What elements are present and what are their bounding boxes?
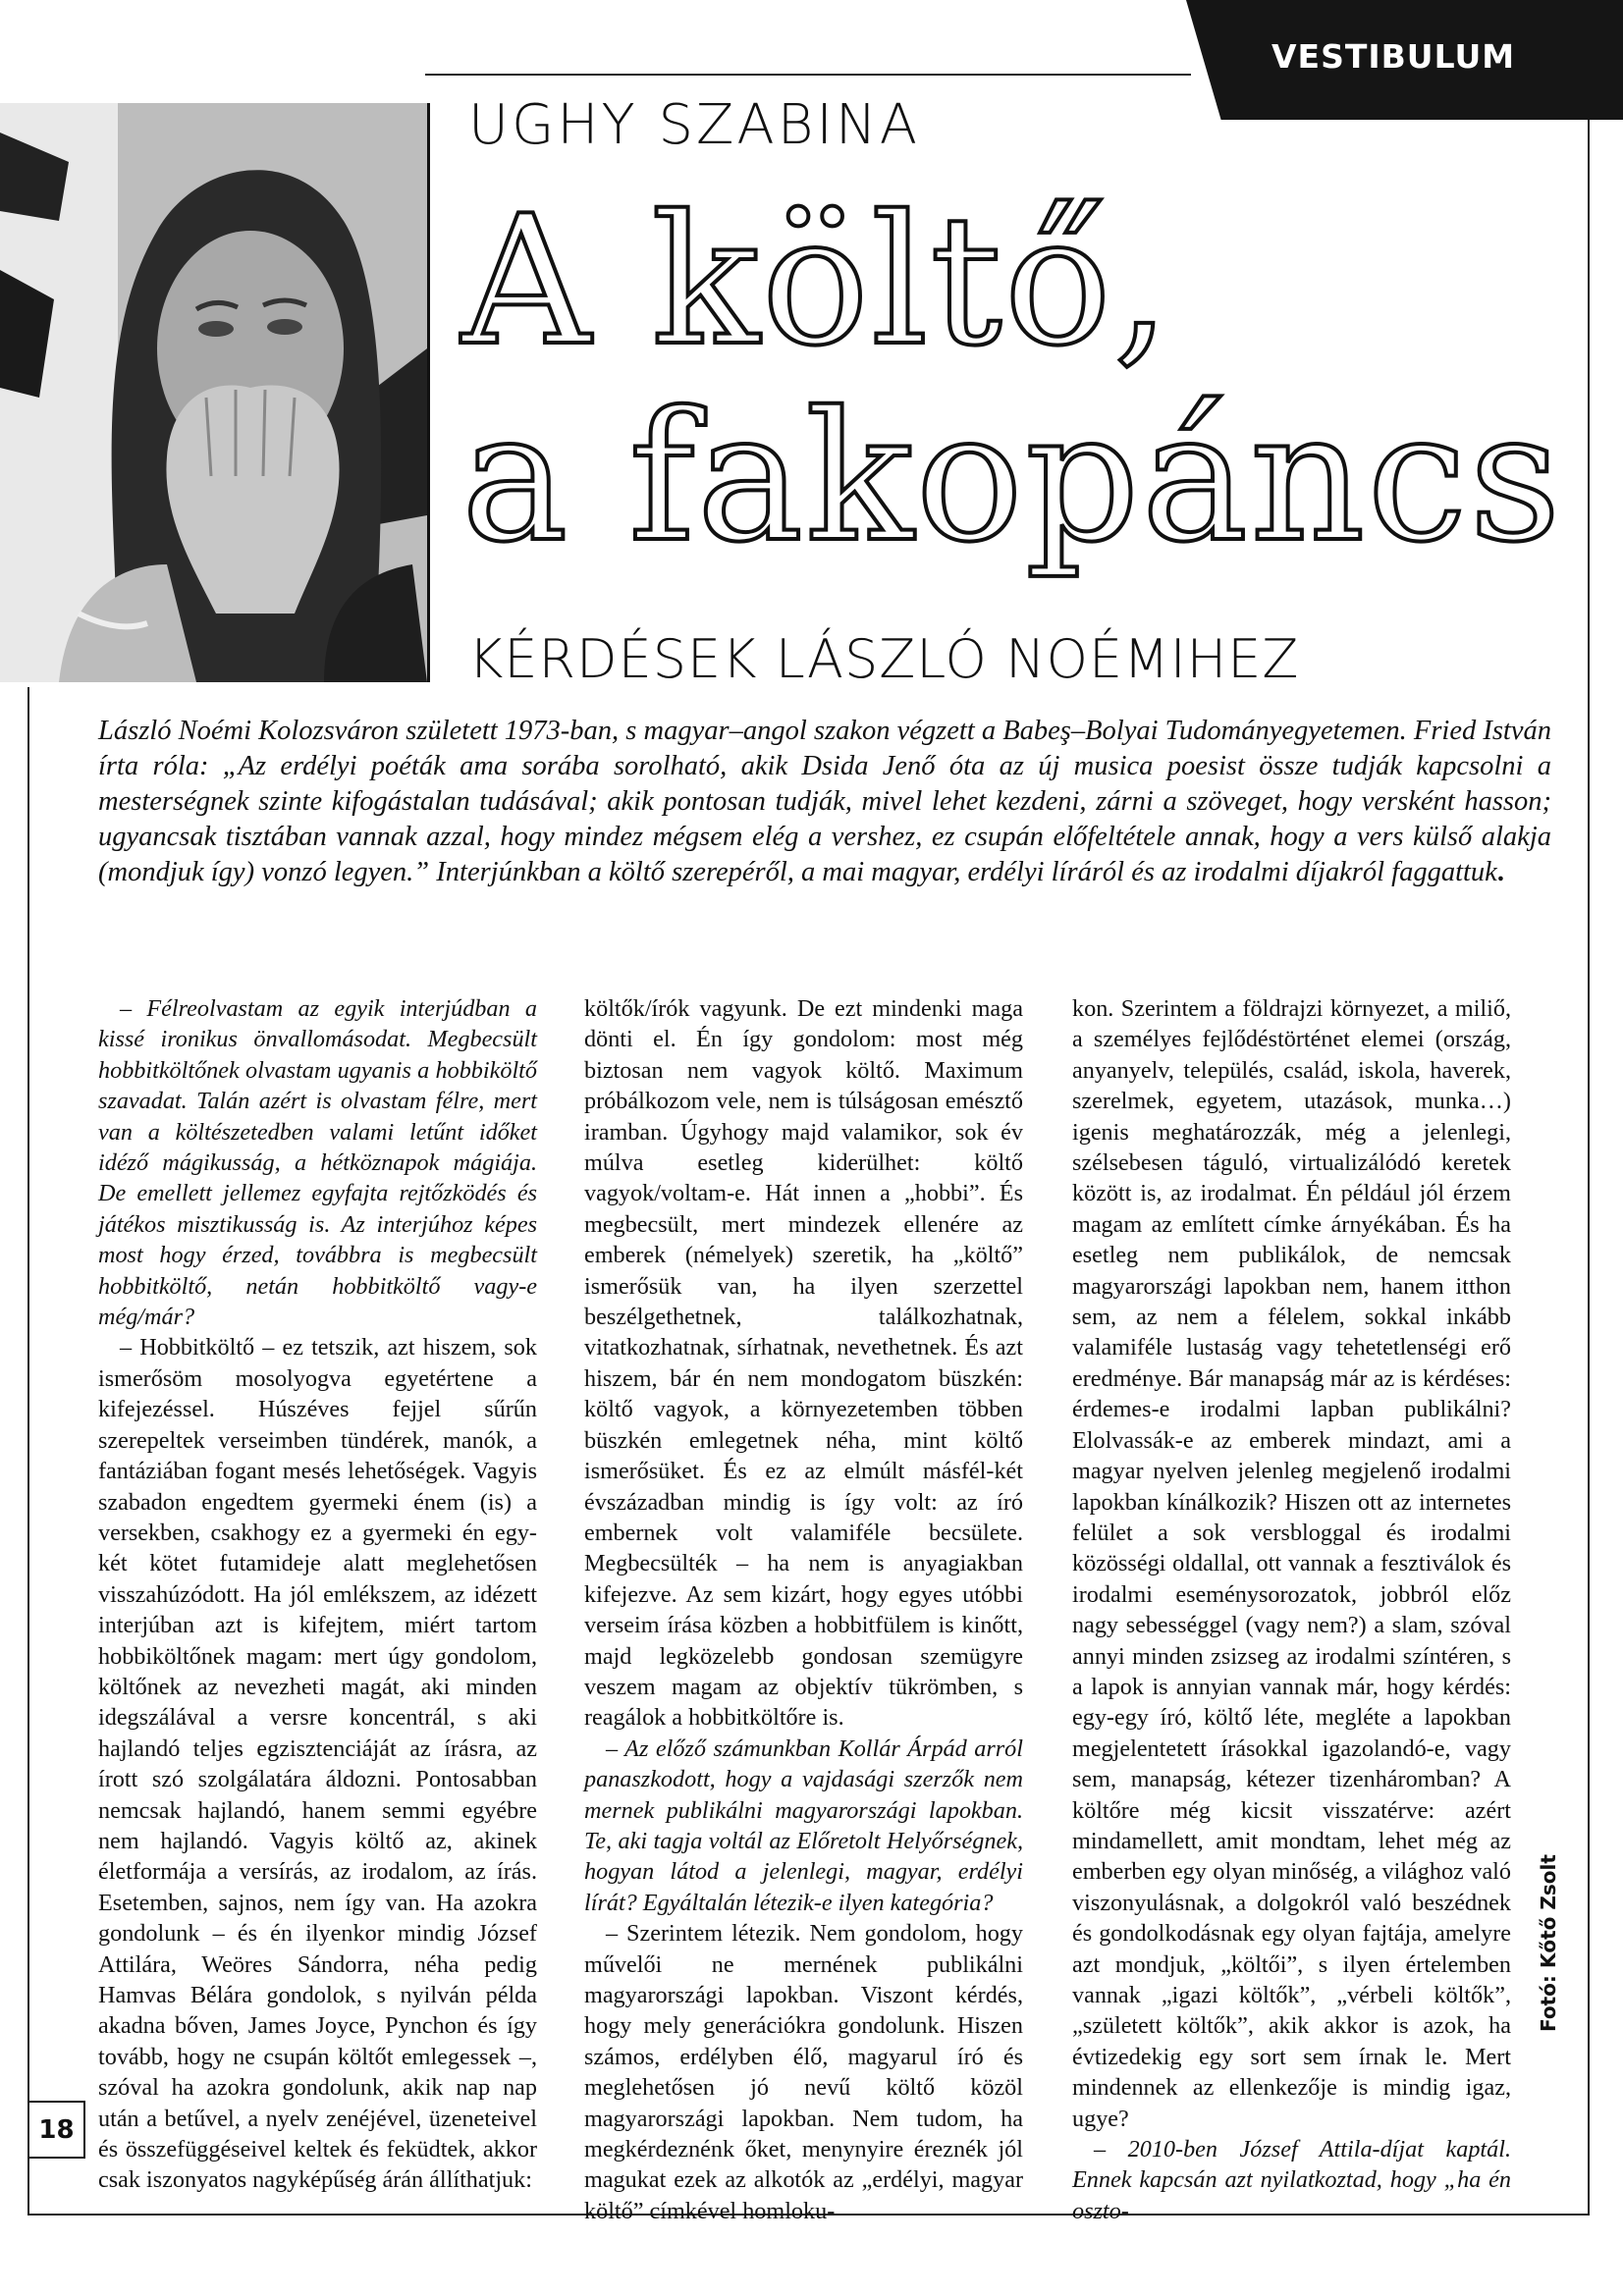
text-column-1 xyxy=(98,993,537,2196)
right-rule xyxy=(1588,74,1590,2214)
section-label: VESTIBULUM xyxy=(1271,37,1516,76)
answer-paragraph: – Hobbitköltő – ez tetszik, azt hiszem, sok ismerősöm mosolyogva egyetértene a kifejezéssel. Húszéves fejjel sűrűn szerepeltek verseimben tündérek, manók, a fantáziában fogant mesés lehetőségek. Vagyis szabadon engedtem gyermeki énem (is) a versekben, csakhogy ez a gyermeki én egy-két kötet futamideje alatt meglehetősen visszahúzódott. Ha jól emlékszem, az idézett interjúban azt is kifejtem, miért tartom hobbiköltőnek magam: mert úgy gondolom, költőnek az nevezheti magát, aki minden idegszálával a versre koncentrál, s aki hajlandó teljes egzisztenciáját az írásra, az írott szó szolgálatára áldozni. Pontosabban nemcsak hajlandó, hanem semmi egyébre nem hajlandó. Vagyis költő az, akinek életformája a versírás, az irodalom, az írás. Esetemben, sajnos, nem így van. Ha azokra gondolunk – és én ilyenkor mindig József Attilára, Weöres Sándorra, néha pedig Hamvas Bélára gondolok, s nyilván példa akadna bőven, James Joyce, Pynchon és így tovább, hogy ne csupán költőt emlegessek –, szóval ha azokra gondolunk, akik nap nap után a betűvel, a nyelv zenéjével, üzeneteivel és összefüggéseivel keltek és feküdtek, akkor csak iszonyatos nagyképűség árán állíthatjuk: xyxy=(98,1334,537,2194)
lead-text: László Noémi Kolozsváron született 1973-ban, s magyar–angol szakon végzett a Babeş–Bolyai Tudományegyetemen. Fried István írta róla: „Az erdélyi poéták ama sorába sorolható, akik Dsida Jenő óta az új musica poesist össze tudják kapcsolni a mesterségnek szinte kifogástalan tudásával; akik pontosan tudják, mivel lehet kezdeni, zárni a szöveget, hogy versként hasson; ugyancsak tisztában vannak azzal, hogy mindez mégsem elég a vershez, ez csupán előfeltétele annak, hogy a vers külső alakja (mondjuk így) vonzó legyen.” Interjúnkban a költő szerepéről, a mai magyar, erdélyi líráról és az irodalmi díjakról faggattuk xyxy=(98,716,1551,887)
answer-paragraph: – Szerintem létezik. Nem gondolom, hogy művelői ne mernének publikálni magyarországi lapokban. Viszont kérdés, hogy mely generációkra gondolunk. Hiszen számos, erdélyben élő, magyarul író és meglehetősen jó nevű költő közöl magyarországi lapokban. Nem tudom, ha megkérdeznénk őket, menynyire éreznék jól magukat ezek az alkotók az „erdélyi, magyar költő” címkével homloku- xyxy=(584,1920,1023,2224)
lead-paragraph xyxy=(98,714,1551,890)
question-paragraph: – Az előző számunkban Kollár Árpád arról panaszkodott, hogy a vajdasági szerzők nem mernek publikálni magyarországi lapokban. Te, aki tagja voltál az Előretolt Helyőrségnek, hogyan látod a jelenlegi, magyar, erdélyi lírát? Egyáltalán létezik-e ilyen kategória? xyxy=(584,1735,1023,1916)
answer-continuation: költők/írók vagyunk. De ezt mindenki maga dönti el. Én így gondolom: most még biztosan nem vagyok költő. Maximum próbálkozom vele, nem is túlságosan emésztő iramban. Úgyhogy majd valamikor, sok év múlva esetleg kiderülhet: költő vagyok/voltam-e. Hát innen a „hobbi”. És megbecsült, mert mindezek ellenére az emberek (némelyek) szeretik, ha „költő” ismerősük van, ha ilyen szerzettel beszélgethetnek, találkozhatnak, vitatkozhatnak, sírhatnak, nevethetnek. És azt hiszem, bár én nem mondogatom büszkén: költő vagyok, a környezetemben többen büszkén emlegetnek néha, mint költő ismerősüket. És ez az elmúlt másfél-két évszázadban mindig is így volt: az író embernek volt valamiféle becsülete. Megbecsülték – ha nem is anyagiakban kifejezve. Az sem kizárt, hogy egyes utóbbi verseim írása közben a hobbitfülem is kinőtt, majd legközelebb gondosan szemügyre veszem magam az objektív tükrömben, s reagálok a hobbitköltőre is. xyxy=(584,995,1023,1732)
article-subtitle: KÉRDÉSEK LÁSZLÓ NOÉMIHEZ xyxy=(468,628,1300,690)
question-paragraph: – 2010-ben József Attila-díjat kaptál. Ennek kapcsán azt nyilatkoztad, hogy „ha én oszto- xyxy=(1072,2136,1511,2224)
author-name: UGHY SZABINA xyxy=(468,93,921,157)
article-title-line2: a fakopáncs xyxy=(461,373,1563,581)
answer-continuation: kon. Szerintem a földrajzi környezet, a miliő, a személyes fejlődéstörténet elemei (ország, anyanyelv, település, család, iskola, haverek, szerelmek, egyetem, utazások, munka…) igenis meghatározzák, még a jelenlegi, szélsebesen táguló, virtualizálódó keretek között is, az irodalmat. Én például jól érzem magam az említett címke árnyékában. És ha esetleg nem publikálok, de nemcsak magyarországi lapokban nem, hanem itthon sem, az nem a félelem, sokkal inkább valamiféle lustaság vagy tehetetlenségi erő eredménye. Bár manapság már az is kérdéses: érdemes-e irodalmi lapban publikálni? Elolvassák-e az emberek mindazt, ami a magyar nyelven jelenleg megjelenő irodalmi lapokban kínálkozik? Hiszen ott az internetes felület a sok versbloggal és irodalmi közösségi oldallal, ott vannak a fesztiválok és irodalmi eseménysorozatok, jobbról előz nagy sebességgel (vagy nem?) a slam, szóval annyi minden zsizseg az irodalmi színtéren, s a lapok is annyian vannak már, hogy kérdés: egy-egy író, költő léte, megléte a lapokban megjelentetett írásokkal igazolandó-e, vagy sem, manapság, kétezer tizenháromban? A költőre még kicsit visszatérve: azért mindamellett, amit mondtam, lehet még az emberben egy olyan minőség, a világhoz való viszonyulásnak, a dolgokról való beszédnek és gondolkodásnak egy olyan fajtája, amelyre azt mondjuk, „költői”, s ilyen értelemben vannak „igazi költők”, „vérbeli költők”, „született költők”, akik akkor is azok, ha évtizedekig egy sort sem írnak le. Mert mindennek az ellenkezője is mindig igaz, ugye? xyxy=(1072,995,1511,2132)
left-rule xyxy=(27,687,29,2216)
photo-credit: Fotó: Kőtő Zsolt xyxy=(1537,1854,1560,2032)
top-rule xyxy=(425,74,1191,76)
text-column-3 xyxy=(1072,993,1511,2226)
portrait-photo xyxy=(0,103,430,682)
portrait-image xyxy=(0,103,427,682)
lead-end: . xyxy=(1496,857,1504,887)
page-number: 18 xyxy=(29,2101,85,2159)
text-column-2 xyxy=(584,993,1023,2226)
article-title-line1: A költő, xyxy=(461,177,1172,385)
question-paragraph: – Félreolvastam az egyik interjúdban a kissé ironikus önvallomásodat. Megbecsült hobbitköltőnek olvastam ugyanis a hobbiköltő szavadat. Talán azért is olvastam félre, mert van a költészetedben valami letűnt időket idéző mágikusság, a hétköznapok mágiája. De emellett jellemez egyfajta rejtőzködés és játékos misztikusság is. Az interjúhoz képes most hogy érzed, továbbra is megbecsült hobbitköltő, netán hobbitköltő vagy-e még/már? xyxy=(98,995,537,1331)
